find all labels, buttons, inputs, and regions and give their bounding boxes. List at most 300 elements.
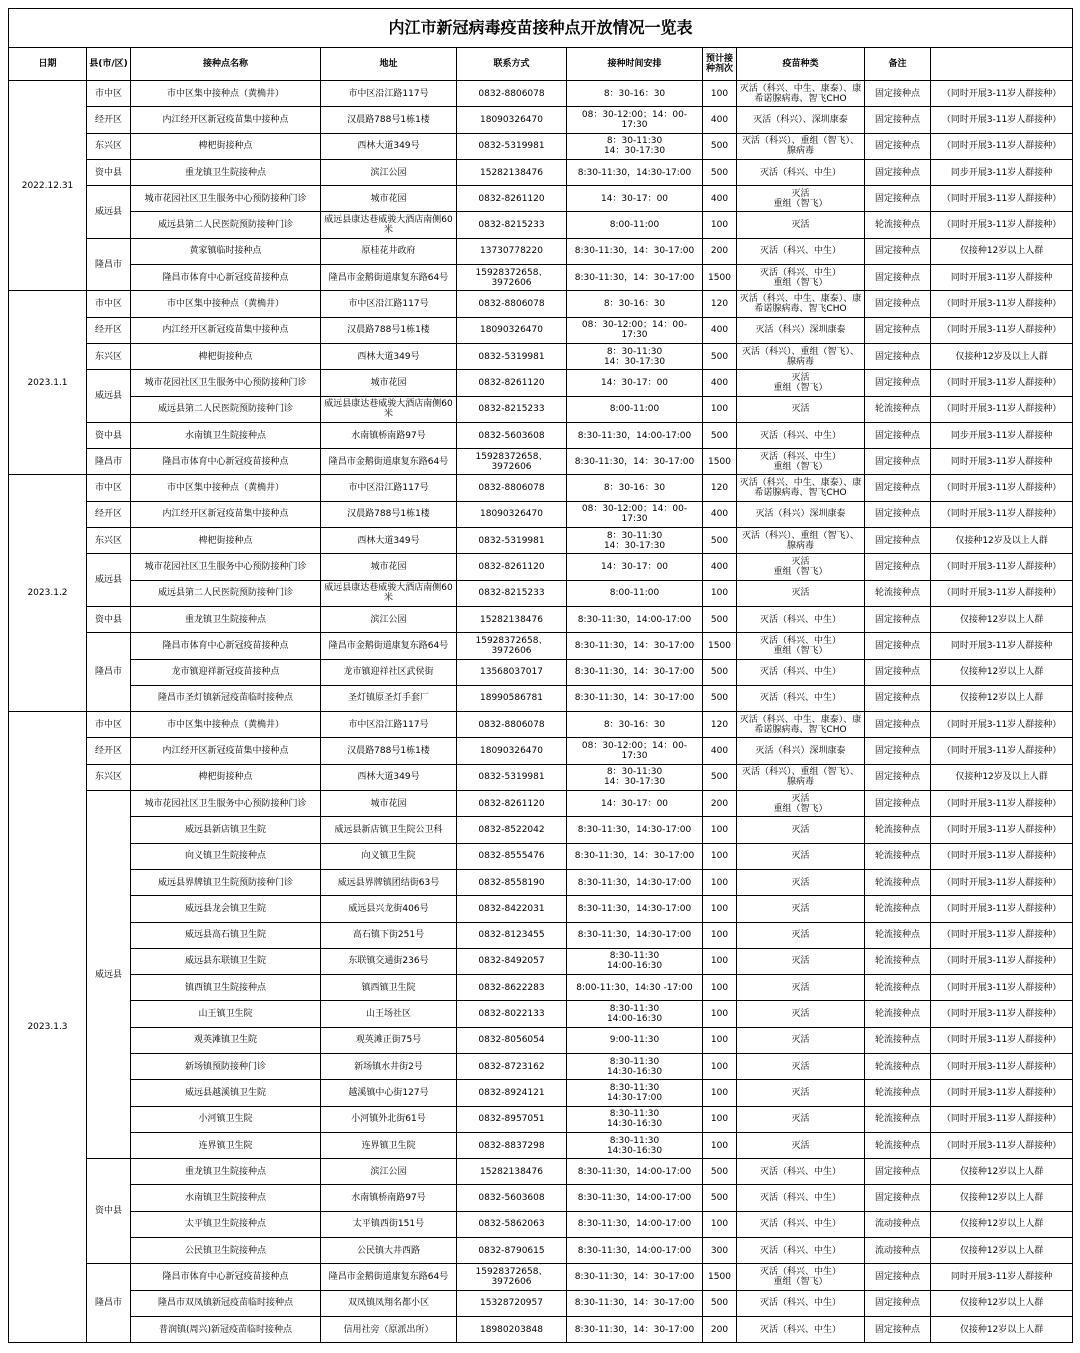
site-name-cell: 连界镇卫生院 <box>131 1132 321 1158</box>
address-cell: 小河镇外北街61号 <box>321 1106 457 1132</box>
county-cell: 经开区 <box>87 738 131 764</box>
address-cell: 越溪镇中心街127号 <box>321 1080 457 1106</box>
doses-cell: 100 <box>703 869 737 895</box>
doses-cell: 400 <box>703 186 737 212</box>
note-cell: 仅接种12岁及以上人群 <box>931 764 1073 790</box>
site-type-cell: 固定接种点 <box>865 606 931 632</box>
note-cell: 同步开展3-11岁人群接种 <box>931 422 1073 448</box>
phone-cell: 13730778220 <box>457 238 567 264</box>
phone-cell: 0832-8022133 <box>457 1001 567 1027</box>
address-cell: 太平镇西街151号 <box>321 1211 457 1237</box>
site-type-cell: 固定接种点 <box>865 1290 931 1316</box>
phone-cell: 0832-5319981 <box>457 133 567 159</box>
note-cell: 同步开展3-11岁人群接种 <box>931 159 1073 185</box>
site-name-cell: 内江经开区新冠疫苗集中接种点 <box>131 501 321 527</box>
address-cell: 城市花园 <box>321 186 457 212</box>
address-cell: 滨江公园 <box>321 606 457 632</box>
doses-cell: 100 <box>703 1001 737 1027</box>
site-name-cell: 山王镇卫生院 <box>131 1001 321 1027</box>
address-cell: 威远县界牌镇团结街63号 <box>321 869 457 895</box>
note-cell: （同时开展3-11岁人群接种） <box>931 869 1073 895</box>
address-cell: 双凤镇凤翔名都小区 <box>321 1290 457 1316</box>
table-row <box>9 81 1073 107</box>
note-cell: 同时开展3-11岁人群接种 <box>931 633 1073 659</box>
table-row <box>9 948 1073 974</box>
doses-cell: 500 <box>703 1159 737 1185</box>
site-name-cell: 隆昌市双凤镇新冠疫苗临时接种点 <box>131 1290 321 1316</box>
county-cell: 东兴区 <box>87 528 131 554</box>
note-cell: （同时开展3-11岁人群接种） <box>931 791 1073 817</box>
doses-cell: 100 <box>703 975 737 1001</box>
doses-cell: 100 <box>703 396 737 422</box>
phone-cell: 0832-8837298 <box>457 1132 567 1158</box>
site-name-cell: 隆昌市体育中心新冠疫苗接种点 <box>131 1264 321 1290</box>
doses-cell: 400 <box>703 554 737 580</box>
site-type-cell: 轮流接种点 <box>865 896 931 922</box>
site-name-cell: 市中区集中接种点（黄桷井） <box>131 475 321 501</box>
table-row <box>9 133 1073 159</box>
schedule-cell: 8:30-11:30，14:30-17:00 <box>567 922 703 948</box>
vaccine-type-cell: 灭活 重组（智飞） <box>737 791 865 817</box>
schedule-cell: 8:30-11:30，14:30-17:00 <box>567 159 703 185</box>
address-cell: 西林大道349号 <box>321 133 457 159</box>
doses-cell: 500 <box>703 133 737 159</box>
vaccine-type-cell: 灭活（科兴、中生） <box>737 422 865 448</box>
site-name-cell: 威远县越溪镇卫生院 <box>131 1080 321 1106</box>
schedule-cell: 8:30-11:30，14：30-17:00 <box>567 449 703 475</box>
site-type-cell: 固定接种点 <box>865 738 931 764</box>
doses-cell: 100 <box>703 81 737 107</box>
vaccine-type-cell: 灭活（科兴、中生） <box>737 606 865 632</box>
address-cell: 隆昌市金鹅街道康复东路64号 <box>321 633 457 659</box>
header-row <box>9 48 1073 81</box>
note-cell: 同时开展3-11岁人群接种 <box>931 449 1073 475</box>
site-type-cell: 固定接种点 <box>865 475 931 501</box>
site-name-cell: 威远县龙会镇卫生院 <box>131 896 321 922</box>
vaccination-sites-table <box>8 8 1073 1343</box>
doses-cell: 100 <box>703 1027 737 1053</box>
site-type-cell: 轮流接种点 <box>865 580 931 606</box>
doses-cell: 400 <box>703 317 737 343</box>
schedule-cell: 8:30-11:30 14:00-16:30 <box>567 1001 703 1027</box>
schedule-cell: 9:00-11:30 <box>567 1027 703 1053</box>
schedule-cell: 8:30-11:30，14：30-17:00 <box>567 238 703 264</box>
table-row <box>9 869 1073 895</box>
schedule-cell: 8:30-11:30，14:00-17:00 <box>567 606 703 632</box>
table-row <box>9 817 1073 843</box>
schedule-cell: 8：30-16：30 <box>567 81 703 107</box>
phone-cell: 0832-8555476 <box>457 843 567 869</box>
address-cell: 城市花园 <box>321 554 457 580</box>
vaccine-type-cell: 灭活（科兴、中生） <box>737 1290 865 1316</box>
doses-cell: 500 <box>703 422 737 448</box>
doses-cell: 100 <box>703 843 737 869</box>
vaccine-type-cell: 灭活（科兴、中生） <box>737 1238 865 1264</box>
schedule-cell: 14：30-17：00 <box>567 554 703 580</box>
note-cell: 仅接种12岁以上人群 <box>931 1159 1073 1185</box>
phone-cell: 0832-8790615 <box>457 1238 567 1264</box>
address-cell: 山王场社区 <box>321 1001 457 1027</box>
note-cell: （同时开展3-11岁人群接种） <box>931 1027 1073 1053</box>
site-name-cell: 水南镇卫生院接种点 <box>131 422 321 448</box>
vaccine-type-cell: 灭活 重组（智飞） <box>737 370 865 396</box>
vaccine-type-cell: 灭活（科兴、中生、康泰）、康希诺腺病毒、智飞CHO <box>737 475 865 501</box>
doses-cell: 100 <box>703 948 737 974</box>
doses-cell: 500 <box>703 685 737 711</box>
schedule-cell: 8:30-11:30，14:30-17:00 <box>567 896 703 922</box>
address-cell: 观英滩正街75号 <box>321 1027 457 1053</box>
vaccine-type-cell: 灭活（科兴）、深圳康泰 <box>737 107 865 133</box>
phone-cell: 0832-8123455 <box>457 922 567 948</box>
schedule-cell: 8:30-11:30，14：30-17:00 <box>567 265 703 291</box>
phone-cell: 0832-8723162 <box>457 1053 567 1079</box>
schedule-cell: 14：30-17：00 <box>567 791 703 817</box>
phone-cell: 18980203848 <box>457 1316 567 1342</box>
table-row <box>9 107 1073 133</box>
site-type-cell: 固定接种点 <box>865 712 931 738</box>
phone-cell: 0832-8056054 <box>457 1027 567 1053</box>
schedule-cell: 8:00-11:00 <box>567 212 703 238</box>
address-cell: 城市花园 <box>321 791 457 817</box>
site-name-cell: 水南镇卫生院接种点 <box>131 1185 321 1211</box>
table-row <box>9 238 1073 264</box>
table-row <box>9 1080 1073 1106</box>
schedule-cell: 8：30-16：30 <box>567 712 703 738</box>
site-name-cell: 城市花园社区卫生服务中心预防接种门诊 <box>131 186 321 212</box>
address-cell: 原桂花井政府 <box>321 238 457 264</box>
site-type-cell: 固定接种点 <box>865 422 931 448</box>
schedule-cell: 8:00-11:30，14:30 -17:00 <box>567 975 703 1001</box>
column-header: 疫苗种类 <box>737 48 865 81</box>
site-type-cell: 轮流接种点 <box>865 212 931 238</box>
site-type-cell: 固定接种点 <box>865 501 931 527</box>
site-type-cell: 固定接种点 <box>865 317 931 343</box>
doses-cell: 120 <box>703 291 737 317</box>
note-cell: 仅接种12岁及以上人群 <box>931 343 1073 369</box>
phone-cell: 0832-8261120 <box>457 554 567 580</box>
schedule-cell: 8:30-11:30，14:00-17:00 <box>567 422 703 448</box>
site-name-cell: 威远县高石镇卫生院 <box>131 922 321 948</box>
county-cell: 资中县 <box>87 159 131 185</box>
site-name-cell: 城市花园社区卫生服务中心预防接种门诊 <box>131 554 321 580</box>
note-cell: 仅接种12岁以上人群 <box>931 659 1073 685</box>
address-cell: 市中区沿江路117号 <box>321 81 457 107</box>
site-name-cell: 威远县第二人民医院预防接种门诊 <box>131 580 321 606</box>
schedule-cell: 08：30-12:00；14：00-17:30 <box>567 501 703 527</box>
address-cell: 汉晨路788号1栋1楼 <box>321 317 457 343</box>
schedule-cell: 8:30-11:30 14:30-16:30 <box>567 1132 703 1158</box>
site-type-cell: 固定接种点 <box>865 554 931 580</box>
site-name-cell: 新场镇预防接种门诊 <box>131 1053 321 1079</box>
doses-cell: 1500 <box>703 449 737 475</box>
doses-cell: 500 <box>703 159 737 185</box>
table-row <box>9 922 1073 948</box>
county-cell: 经开区 <box>87 317 131 343</box>
site-name-cell: 威远县界牌镇卫生院预防接种门诊 <box>131 869 321 895</box>
site-type-cell: 轮流接种点 <box>865 1001 931 1027</box>
table-row <box>9 1159 1073 1185</box>
site-name-cell: 椑杷街接种点 <box>131 343 321 369</box>
table-row <box>9 659 1073 685</box>
site-name-cell: 城市花园社区卫生服务中心预防接种门诊 <box>131 370 321 396</box>
note-cell: （同时开展3-11岁人群接种） <box>931 396 1073 422</box>
table-row <box>9 1106 1073 1132</box>
phone-cell: 0832-8215233 <box>457 580 567 606</box>
phone-cell: 0832-8806078 <box>457 712 567 738</box>
doses-cell: 1500 <box>703 633 737 659</box>
date-cell: 2023.1.2 <box>9 475 87 712</box>
site-name-cell: 内江经开区新冠疫苗集中接种点 <box>131 317 321 343</box>
vaccine-type-cell: 灭活（科兴、中生） <box>737 238 865 264</box>
phone-cell: 0832-5319981 <box>457 343 567 369</box>
table-row <box>9 159 1073 185</box>
address-cell: 圣灯镇原圣灯手套厂 <box>321 685 457 711</box>
schedule-cell: 8:30-11:30，14:30-17:00 <box>567 817 703 843</box>
note-cell: （同时开展3-11岁人群接种） <box>931 81 1073 107</box>
doses-cell: 200 <box>703 238 737 264</box>
schedule-cell: 08：30-12:00；14：00-17:30 <box>567 317 703 343</box>
vaccine-type-cell: 灭活 <box>737 896 865 922</box>
county-cell: 东兴区 <box>87 133 131 159</box>
vaccine-type-cell: 灭活（科兴、中生、康泰）、康希诺腺病毒、智飞CHO <box>737 712 865 738</box>
vaccine-type-cell: 灭活 <box>737 1027 865 1053</box>
doses-cell: 100 <box>703 1080 737 1106</box>
site-name-cell: 市中区集中接种点（黄桷井） <box>131 291 321 317</box>
table-row <box>9 554 1073 580</box>
vaccine-type-cell: 灭活（科兴、中生） 重组（智飞） <box>737 1264 865 1290</box>
doses-cell: 500 <box>703 764 737 790</box>
vaccine-type-cell: 灭活（科兴、中生） <box>737 1159 865 1185</box>
column-header: 接种时间安排 <box>567 48 703 81</box>
vaccine-type-cell: 灭活 <box>737 1132 865 1158</box>
table-row <box>9 606 1073 632</box>
doses-cell: 120 <box>703 712 737 738</box>
doses-cell: 100 <box>703 1106 737 1132</box>
table-row <box>9 370 1073 396</box>
vaccine-type-cell: 灭活（科兴）深圳康泰 <box>737 317 865 343</box>
phone-cell: 0832-5319981 <box>457 528 567 554</box>
site-name-cell: 椑杷街接种点 <box>131 528 321 554</box>
vaccine-type-cell: 灭活 重组（智飞） <box>737 186 865 212</box>
doses-cell: 400 <box>703 370 737 396</box>
address-cell: 西林大道349号 <box>321 528 457 554</box>
note-cell: （同时开展3-11岁人群接种） <box>931 580 1073 606</box>
table-row <box>9 1290 1073 1316</box>
schedule-cell: 8:30-11:30，14：30-17:00 <box>567 659 703 685</box>
county-cell: 隆昌市 <box>87 1264 131 1343</box>
site-type-cell: 固定接种点 <box>865 159 931 185</box>
note-cell: （同时开展3-11岁人群接种） <box>931 212 1073 238</box>
schedule-cell: 8:00-11:00 <box>567 396 703 422</box>
site-name-cell: 公民镇卫生院接种点 <box>131 1238 321 1264</box>
schedule-cell: 8：30-11:30 14：30-17:30 <box>567 343 703 369</box>
table-row <box>9 212 1073 238</box>
note-cell: 仅接种12岁以上人群 <box>931 1316 1073 1342</box>
vaccine-type-cell: 灭活（科兴）深圳康泰 <box>737 501 865 527</box>
address-cell: 水南镇桥南路97号 <box>321 1185 457 1211</box>
address-cell: 威远县康达巷威骏大酒店南侧60米 <box>321 580 457 606</box>
note-cell: 仅接种12岁以上人群 <box>931 685 1073 711</box>
phone-cell: 0832-8492057 <box>457 948 567 974</box>
phone-cell: 0832-8422031 <box>457 896 567 922</box>
county-cell: 东兴区 <box>87 764 131 790</box>
table-row <box>9 186 1073 212</box>
address-cell: 西林大道349号 <box>321 764 457 790</box>
site-type-cell: 轮流接种点 <box>865 1080 931 1106</box>
site-name-cell: 太平镇卫生院接种点 <box>131 1211 321 1237</box>
site-type-cell: 轮流接种点 <box>865 843 931 869</box>
schedule-cell: 8：30-16：30 <box>567 475 703 501</box>
table-row <box>9 396 1073 422</box>
site-name-cell: 市中区集中接种点（黄桷井） <box>131 712 321 738</box>
address-cell: 市中区沿江路117号 <box>321 712 457 738</box>
site-name-cell: 重龙镇卫生院接种点 <box>131 606 321 632</box>
vaccine-type-cell: 灭活 <box>737 843 865 869</box>
site-type-cell: 轮流接种点 <box>865 948 931 974</box>
site-name-cell: 镇西镇卫生院接种点 <box>131 975 321 1001</box>
address-cell: 隆昌市金鹅街道康复东路64号 <box>321 449 457 475</box>
table-row <box>9 791 1073 817</box>
county-cell: 市中区 <box>87 475 131 501</box>
vaccine-type-cell: 灭活 <box>737 1080 865 1106</box>
doses-cell: 500 <box>703 1185 737 1211</box>
date-cell: 2023.1.1 <box>9 291 87 475</box>
schedule-cell: 14：30-17：00 <box>567 370 703 396</box>
site-type-cell: 固定接种点 <box>865 659 931 685</box>
note-cell: （同时开展3-11岁人群接种） <box>931 554 1073 580</box>
site-name-cell: 隆昌市体育中心新冠疫苗接种点 <box>131 449 321 475</box>
schedule-cell: 8:30-11:30，14：30-17:00 <box>567 1316 703 1342</box>
phone-cell: 15328720957 <box>457 1290 567 1316</box>
phone-cell: 0832-8215233 <box>457 212 567 238</box>
table-row <box>9 1185 1073 1211</box>
vaccine-type-cell: 灭活（科兴、中生） <box>737 159 865 185</box>
county-cell: 隆昌市 <box>87 238 131 291</box>
vaccine-type-cell: 灭活（科兴）、重组（智飞）、腺病毒 <box>737 133 865 159</box>
table-row <box>9 1132 1073 1158</box>
note-cell: （同时开展3-11岁人群接种） <box>931 107 1073 133</box>
schedule-cell: 8:30-11:30，14：30-17:00 <box>567 1264 703 1290</box>
note-cell: 仅接种12岁以上人群 <box>931 1238 1073 1264</box>
note-cell: 仅接种12岁及以上人群 <box>931 528 1073 554</box>
site-type-cell: 流动接种点 <box>865 1211 931 1237</box>
table-row <box>9 580 1073 606</box>
vaccine-type-cell: 灭活 <box>737 396 865 422</box>
table-row <box>9 685 1073 711</box>
doses-cell: 120 <box>703 475 737 501</box>
address-cell: 信用社旁（原派出所） <box>321 1316 457 1342</box>
note-cell: （同时开展3-11岁人群接种） <box>931 948 1073 974</box>
site-type-cell: 流动接种点 <box>865 1238 931 1264</box>
address-cell: 威远县兴龙街406号 <box>321 896 457 922</box>
phone-cell: 18090326470 <box>457 738 567 764</box>
site-type-cell: 固定接种点 <box>865 633 931 659</box>
note-cell: （同时开展3-11岁人群接种） <box>931 738 1073 764</box>
schedule-cell: 8:30-11:30，14:00-17:00 <box>567 1211 703 1237</box>
address-cell: 汉晨路788号1栋1楼 <box>321 107 457 133</box>
vaccine-type-cell: 灭活（科兴）、重组（智飞）、腺病毒 <box>737 764 865 790</box>
note-cell: （同时开展3-11岁人群接种） <box>931 133 1073 159</box>
site-name-cell: 普润镇(周兴)新冠疫苗临时接种点 <box>131 1316 321 1342</box>
column-header: 接种点名称 <box>131 48 321 81</box>
site-name-cell: 黄家镇临时接种点 <box>131 238 321 264</box>
doses-cell: 400 <box>703 501 737 527</box>
vaccine-type-cell: 灭活（科兴、中生） <box>737 1185 865 1211</box>
phone-cell: 15928372658、3972606 <box>457 265 567 291</box>
site-name-cell: 向义镇卫生院接种点 <box>131 843 321 869</box>
doses-cell: 100 <box>703 922 737 948</box>
note-cell: （同时开展3-11岁人群接种） <box>931 922 1073 948</box>
doses-cell: 1500 <box>703 1264 737 1290</box>
county-cell: 资中县 <box>87 606 131 632</box>
doses-cell: 500 <box>703 606 737 632</box>
table-row <box>9 475 1073 501</box>
address-cell: 高石镇下街251号 <box>321 922 457 948</box>
vaccine-type-cell: 灭活（科兴、中生） 重组（智飞） <box>737 265 865 291</box>
table-row <box>9 712 1073 738</box>
address-cell: 水南镇桥南路97号 <box>321 422 457 448</box>
phone-cell: 0832-8957051 <box>457 1106 567 1132</box>
site-type-cell: 轮流接种点 <box>865 817 931 843</box>
site-type-cell: 轮流接种点 <box>865 869 931 895</box>
site-name-cell: 观英滩镇卫生院 <box>131 1027 321 1053</box>
schedule-cell: 14：30-17：00 <box>567 186 703 212</box>
doses-cell: 400 <box>703 738 737 764</box>
site-name-cell: 椑杷街接种点 <box>131 764 321 790</box>
vaccine-type-cell: 灭活（科兴、中生） <box>737 685 865 711</box>
county-cell: 威远县 <box>87 791 131 1159</box>
vaccine-type-cell: 灭活（科兴、中生） 重组（智飞） <box>737 633 865 659</box>
phone-cell: 0832-5603608 <box>457 422 567 448</box>
county-cell: 东兴区 <box>87 343 131 369</box>
note-cell: 仅接种12岁以上人群 <box>931 238 1073 264</box>
address-cell: 威远县新店镇卫生院公卫科 <box>321 817 457 843</box>
phone-cell: 0832-8622283 <box>457 975 567 1001</box>
doses-cell: 500 <box>703 528 737 554</box>
note-cell: （同时开展3-11岁人群接种） <box>931 896 1073 922</box>
site-type-cell: 固定接种点 <box>865 265 931 291</box>
table-row <box>9 738 1073 764</box>
site-type-cell: 轮流接种点 <box>865 1106 931 1132</box>
phone-cell: 0832-5319981 <box>457 764 567 790</box>
vaccine-type-cell: 灭活 <box>737 975 865 1001</box>
site-type-cell: 固定接种点 <box>865 370 931 396</box>
vaccine-type-cell: 灭活（科兴、中生） <box>737 659 865 685</box>
vaccine-type-cell: 灭活 <box>737 948 865 974</box>
site-type-cell: 固定接种点 <box>865 238 931 264</box>
address-cell: 西林大道349号 <box>321 343 457 369</box>
doses-cell: 300 <box>703 1238 737 1264</box>
vaccine-type-cell: 灭活 <box>737 869 865 895</box>
schedule-cell: 8:30-11:30，14：30-17:00 <box>567 685 703 711</box>
vaccine-type-cell: 灭活 <box>737 580 865 606</box>
phone-cell: 0832-8806078 <box>457 81 567 107</box>
address-cell: 威远县康达巷威骏大酒店南侧60米 <box>321 212 457 238</box>
note-cell: （同时开展3-11岁人群接种） <box>931 1080 1073 1106</box>
address-cell: 城市花园 <box>321 370 457 396</box>
table-row <box>9 975 1073 1001</box>
site-name-cell: 威远县第二人民医院预防接种门诊 <box>131 212 321 238</box>
vaccine-type-cell: 灭活 <box>737 922 865 948</box>
note-cell: （同时开展3-11岁人群接种） <box>931 712 1073 738</box>
site-name-cell: 市中区集中接种点（黄桷井） <box>131 81 321 107</box>
vaccine-type-cell: 灭活（科兴、中生） <box>737 1211 865 1237</box>
county-cell: 经开区 <box>87 501 131 527</box>
address-cell: 隆昌市金鹅街道康复东路64号 <box>321 265 457 291</box>
site-type-cell: 轮流接种点 <box>865 1027 931 1053</box>
site-type-cell: 固定接种点 <box>865 1316 931 1342</box>
doses-cell: 1500 <box>703 265 737 291</box>
